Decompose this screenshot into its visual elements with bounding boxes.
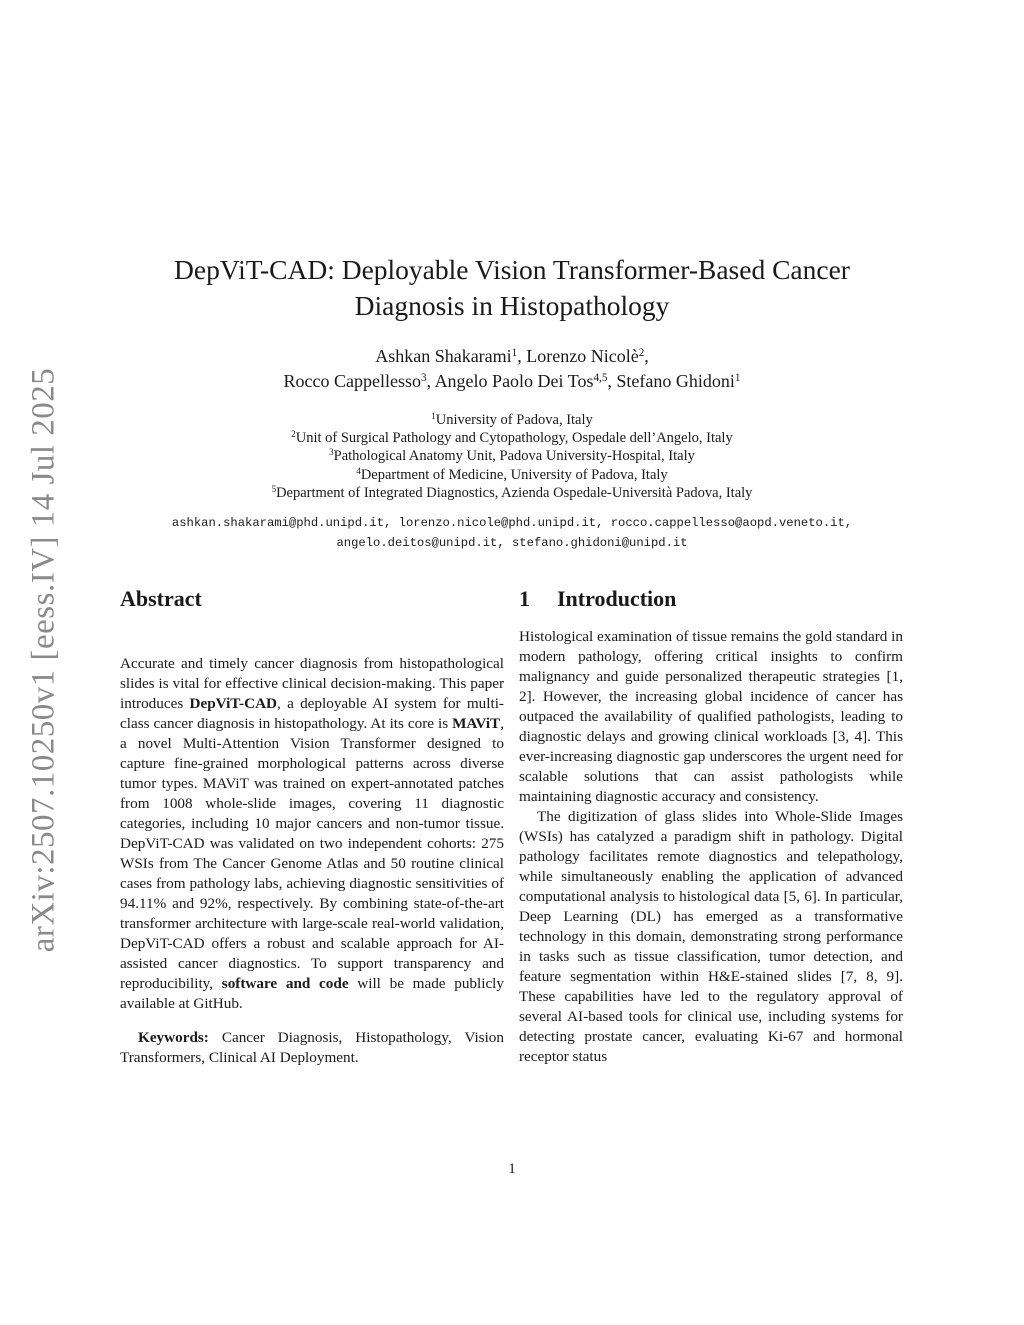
introduction-paragraph-2: The digitization of glass slides into Whole-Slide Images (WSIs) has catalyzed a paradigm shift in pathology. Digital pathology facilitates remote diagnostics and telepathology, while simultaneously enabling the application of advanced computational analysis to histological data [5, 6]. In particular, Deep Learning (DL) has emerged as a transformative technology in this domain, demonstrating strong performance in tasks such as tissue classification, tumor detection, and feature segmentation within H&E-stained slides [7, 8, 9]. These capabilities have led to the regulatory approval of several AI-based tools for clinical use, including systems for detecting prostate cancer, evaluating Ki-67 and hormonal receptor status [519, 808, 903, 1065]
emails-line-2: angelo.deitos@unipd.it, stefano.ghidoni@unipd.it [336, 536, 688, 550]
affiliation-number: 1 [431, 411, 436, 422]
affiliation-number: 5 [271, 483, 277, 494]
affiliation-text: Unit of Surgical Pathology and Cytopathology, Ospedale dell’Angelo, Italy [295, 430, 733, 447]
abstract-bold-mavit: MAViT [452, 715, 501, 732]
abstract-paragraph [120, 654, 504, 1014]
affiliation-list [130, 411, 894, 502]
author-name: Rocco Cappellesso [283, 371, 421, 391]
introduction-paragraph-1: Histological examination of tissue remains the gold standard in modern pathology, offering critical insights to confirm malignancy and guide personalized therapeutic strategies [1, 2]. However, the increasing global incidence of cancer has outpaced the availability of qualified pathologists, leading to diagnostic delays and growing clinical workloads [3, 4]. This ever-increasing diagnostic gap underscores the urgent need for scalable solutions that can assist pathologists while maintaining diagnostic accuracy and consistency. [519, 628, 903, 805]
author-emails [110, 513, 914, 553]
author-name: Ashkan Shakarami [375, 346, 512, 366]
author-affiliation-marker: 4,5 [593, 371, 608, 384]
author-name: Lorenzo Nicolè [526, 346, 639, 366]
left-column [120, 584, 504, 1068]
paper-title [130, 252, 894, 324]
emails-line-1: ashkan.shakarami@phd.unipd.it, lorenzo.nicole@phd.unipd.it, rocco.cappellesso@aopd.veneto.it, [171, 516, 853, 530]
affiliation-item [130, 447, 894, 465]
introduction-heading [519, 584, 903, 624]
affiliation-item [130, 466, 894, 484]
affiliation-item [130, 411, 894, 429]
title-line-1: DepViT-CAD: Deployable Vision Transformer-Based Cancer [174, 254, 850, 285]
authors-line-2: Rocco Cappellesso$^3$, Angelo Paolo Dei Tos$^{4,5}$, Stefano Ghidoni$^1$ [283, 371, 741, 391]
author-affiliation-marker: 2 [638, 346, 645, 359]
affiliation-number: 2 [291, 429, 296, 440]
author-name: Angelo Paolo Dei Tos [434, 371, 594, 391]
authors-line-1: Ashkan Shakarami$^1$, Lorenzo Nicolè$^2$, [375, 346, 649, 366]
affiliation-text: Department of Medicine, University of Padova, Italy [360, 466, 668, 483]
affiliation-text: University of Padova, Italy [435, 412, 593, 428]
abstract-bold-software-code: software and code [221, 975, 349, 992]
abstract-text-run: Accurate and timely cancer diagnosis from histopathological slides is vital for effective clinical decision-making. This paper introduces [120, 655, 504, 712]
abstract-text-run: will be made publicly available at GitHub. [120, 975, 504, 1012]
section-title: Introduction [557, 586, 677, 611]
abstract-heading: Abstract [120, 586, 202, 611]
affiliation-number: 4 [356, 465, 361, 476]
abstract-text-run: , a novel Multi-Attention Vision Transformer designed to capture fine-grained morphological patterns across diverse tumor types. MAViT was trained on expert-annotated patches from 1008 whole-slide images, covering 11 diagnostic categories, including 10 major cancers and non-tumor tissue. DepViT-CAD was validated on two independent cohorts: 275 WSIs from The Cancer Genome Atlas and 50 routine clinical cases from pathology labs, achieving diagnostic sensitivities of 94.11% and 92%, respectively. By combining state-of-the-art transformer architecture with large-scale real-world validation, DepViT-CAD offers a robust and scalable approach for AI-assisted cancer diagnostics. To support transparency and reproducibility, [120, 715, 504, 992]
affiliation-item [130, 484, 894, 502]
keywords-text: Cancer Diagnosis, Histopathology, Vision Transformers, Clinical AI Deployment. [120, 1029, 504, 1066]
section-number: 1 [519, 586, 530, 611]
author-name: Stefano Ghidoni [616, 371, 735, 391]
abstract-text-run: , a deployable AI system for multi-class cancer diagnosis in histopathology. At its core is [120, 695, 504, 732]
affiliation-number: 3 [329, 447, 334, 458]
keywords-label: Keywords: [138, 1029, 209, 1046]
title-line-2: Diagnosis in Histopathology [354, 290, 670, 321]
right-column [519, 584, 903, 1067]
author-affiliation-marker: 1 [734, 371, 741, 384]
keywords [120, 1028, 504, 1068]
page-number: 1 [508, 1161, 516, 1177]
author-affiliation-marker: 3 [420, 371, 427, 384]
arxiv-identifier: arXiv:2507.10250v1 [eess.IV] 14 Jul 2025 [25, 367, 62, 953]
author-list [130, 344, 894, 394]
abstract-bold-depvit-cad: DepViT-CAD [189, 695, 278, 712]
affiliation-text: Pathological Anatomy Unit, Padova University-Hospital, Italy [333, 448, 695, 465]
affiliation-item [130, 429, 894, 447]
affiliation-text: Department of Integrated Diagnostics, Azienda Ospedale-Università Padova, Italy [276, 484, 753, 501]
author-affiliation-marker: 1 [511, 346, 518, 359]
